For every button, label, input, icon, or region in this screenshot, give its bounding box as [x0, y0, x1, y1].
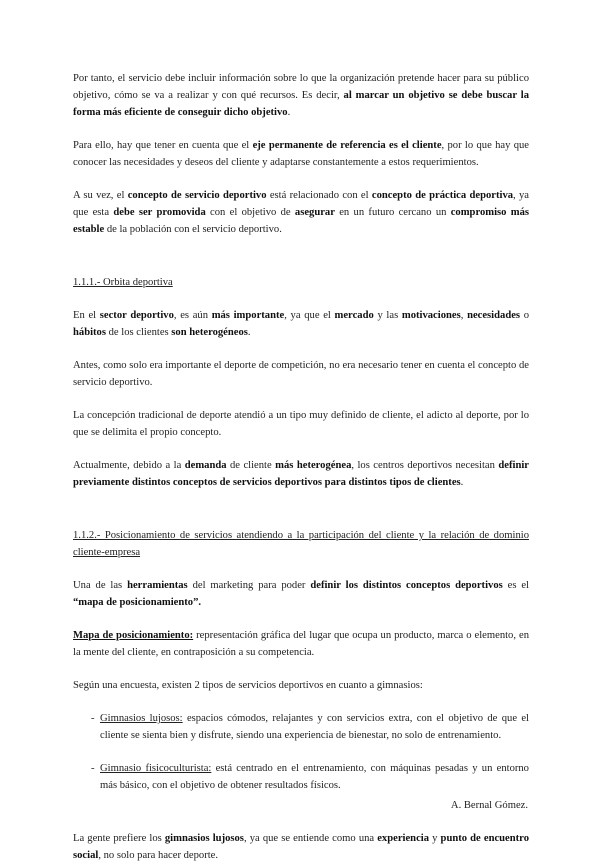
list-item-label: Gimnasio fisicoculturista:: [100, 763, 212, 774]
text: .: [460, 477, 464, 488]
text: o: [520, 310, 530, 321]
text: con el objetivo de: [205, 207, 295, 218]
paragraph-actualmente: [73, 457, 529, 491]
text: del marketing para poder: [187, 580, 311, 591]
bold-text: compromiso más estable: [73, 207, 529, 235]
bold-text: necesidades: [467, 310, 521, 321]
text: , los centros deportivos necesitan: [351, 460, 499, 471]
bullet-dash: -: [91, 763, 95, 774]
paragraph-antes: Antes, como solo era importante el deporte de competición, no era necesario tener en cuenta el concepto de servicio deportivo.: [73, 360, 529, 388]
bold-text: herramientas: [127, 580, 188, 591]
section-heading-orbita: 1.1.1.- Orbita deportiva: [73, 277, 173, 288]
paragraph-concepcion-tradicional: La concepción tradicional de deporte atendió a un tipo muy definido de cliente, el adicto al deporte, por lo que se delimita el propio concepto.: [73, 410, 529, 438]
text: Una de las: [73, 580, 128, 591]
paragraph-client-reference: [73, 137, 529, 171]
text: .: [287, 107, 291, 118]
bold-text: más heterogénea: [275, 460, 352, 471]
bullet-dash: -: [91, 713, 95, 724]
text: .: [247, 327, 251, 338]
text: , por lo que hay que conocer las necesidades y deseos del cliente y adaptarse constantemente a estos requerimientos.: [73, 140, 530, 168]
paragraph-preferencia: [73, 830, 529, 864]
bold-text: concepto de práctica deportiva: [371, 190, 514, 201]
text: representación gráfica del lugar que ocupa un producto, marca o elemento, en la mente del cliente, en contraposición a su competencia.: [73, 630, 529, 658]
paragraph-encuesta: Según una encuesta, existen 2 tipos de servicios deportivos en cuanto a gimnasios:: [73, 680, 423, 691]
bold-text: experiencia: [377, 833, 430, 844]
bold-text: mercado: [334, 310, 374, 321]
text: de la población con el servicio deportivo.: [104, 224, 282, 235]
text: Por tanto, el servicio debe incluir información sobre lo que la organización pretende hacer para su público objetivo, cómo se va a realizar y con qué recursos. Es decir,: [73, 73, 529, 101]
paragraph-sector-deportivo: [73, 307, 529, 341]
bold-text: hábitos: [73, 327, 106, 338]
paragraph-mapa-definition: [73, 627, 529, 661]
bold-text: debe ser promovida: [113, 207, 206, 218]
bold-text: definir los distintos conceptos deportivos: [310, 580, 503, 591]
text: , es aún: [173, 310, 212, 321]
bold-text: eje permanente de referencia es el cliente: [252, 140, 442, 151]
text: ,: [460, 310, 468, 321]
bold-text: punto de encuentro social: [73, 833, 529, 861]
section-heading-posicionamiento: 1.1.2.- Posicionamiento de servicios atendiendo a la participación del cliente y la relación de dominio cliente-empresa: [73, 530, 529, 558]
text: Para ello, hay que tener en cuenta que el: [73, 140, 253, 151]
text: y: [429, 833, 441, 844]
list-item-label: Gimnasios lujosos:: [100, 713, 183, 724]
author-signature: A. Bernal Gómez.: [450, 800, 528, 811]
text: , ya que el: [284, 310, 335, 321]
bold-text: asegurar: [294, 207, 335, 218]
text: , ya que esta: [73, 190, 530, 218]
text: La gente prefiere los: [73, 833, 165, 844]
text: de los clientes: [105, 327, 172, 338]
bold-text: sector deportivo: [99, 310, 174, 321]
list-item-text: está centrado en el entrenamiento, con máquinas pesadas y un entorno más básico, con el objetivo de obtener resultados físicos.: [100, 763, 529, 791]
list-item: [73, 710, 529, 744]
text: en un futuro cercano un: [334, 207, 451, 218]
text: , ya que se entiende como una: [243, 833, 378, 844]
paragraph-service-info: [73, 70, 529, 121]
bold-text: gimnasios lujosos: [164, 833, 244, 844]
bold-text: al marcar un objetivo se debe buscar la forma más eficiente de conseguir dicho objetivo: [73, 90, 529, 118]
bold-text: motivaciones: [401, 310, 461, 321]
text: , no solo para hacer deporte.: [98, 850, 219, 861]
paragraph-herramientas: [73, 577, 529, 611]
text: de cliente: [226, 460, 276, 471]
list-item: [73, 760, 529, 794]
text: es el: [502, 580, 529, 591]
gym-types-list: [73, 710, 529, 794]
bold-text: son heterogéneos: [171, 327, 248, 338]
text: está relacionado con el: [266, 190, 372, 201]
text: y las: [373, 310, 402, 321]
bold-text: definir previamente distintos conceptos de servicios deportivos para distintos tipos de clientes: [73, 460, 529, 488]
paragraph-service-concept: [73, 187, 529, 238]
bold-text: Mapa de posicionamiento:: [73, 630, 194, 641]
bold-text: concepto de servicio deportivo: [127, 190, 267, 201]
bold-text: “mapa de posicionamiento”.: [73, 597, 202, 608]
list-item-text: espacios cómodos, relajantes y con servicios extra, con el objetivo de que el cliente se sienta bien y disfrute, siendo una experiencia de bienestar, no solo de entrenamiento.: [100, 713, 529, 741]
bold-text: más importante: [211, 310, 285, 321]
bold-text: demanda: [184, 460, 227, 471]
text: A su vez, el: [73, 190, 128, 201]
text: En el: [73, 310, 100, 321]
text: Actualmente, debido a la: [73, 460, 185, 471]
